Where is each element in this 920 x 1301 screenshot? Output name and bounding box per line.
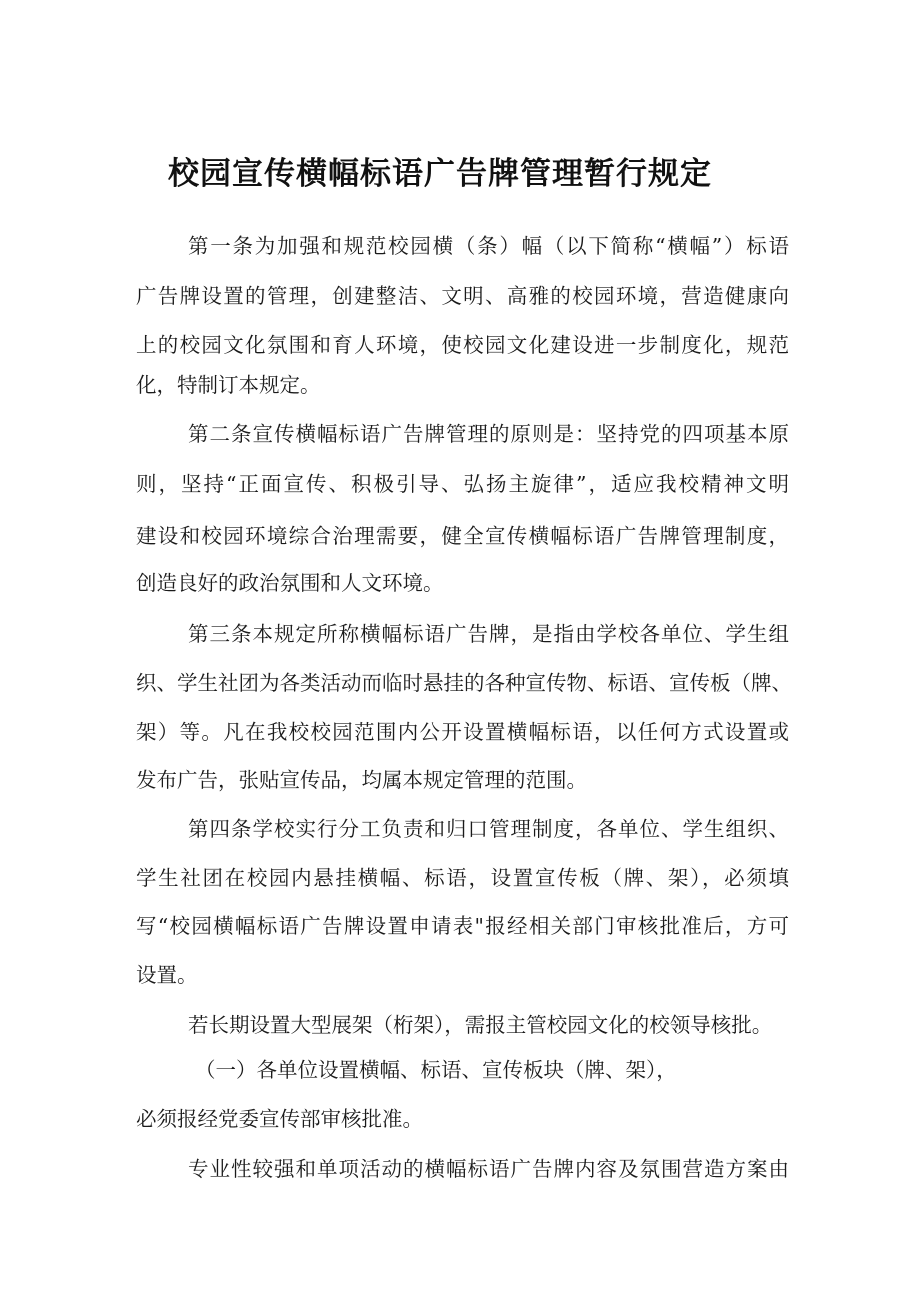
paragraph-line: 化，特制订本规定。 [136, 373, 321, 397]
paragraph-line: 织、学生社团为各类活动而临时悬挂的各种宣传物、标语、宣传板（牌、 [136, 671, 792, 695]
paragraph-line: 若长期设置大型展架（桁架），需报主管校园文化的校领导核批。 [188, 1013, 773, 1037]
paragraph-line: 写“校园横幅标语广告牌设置申请表"报经相关部门审核批准后，方可 [136, 914, 789, 938]
paragraph-line: 发布广告，张贴宣传品，均属本规定管理的范围。 [136, 768, 587, 792]
paragraph-line: 第二条宣传横幅标语广告牌管理的原则是：坚持党的四项基本原 [188, 422, 789, 446]
paragraph-line: 设置。 [136, 963, 198, 987]
paragraph-line: 建设和校园环境综合治理需要，健全宣传横幅标语广告牌管理制度， [136, 524, 789, 548]
paragraph-line: 专业性较强和单项活动的横幅标语广告牌内容及氛围营造方案由 [188, 1157, 789, 1181]
paragraph-line: 第一条为加强和规范校园横（条）幅（以下简称“横幅”）标语 [188, 234, 789, 258]
paragraph-line: 第四条学校实行分工负责和归口管理制度，各单位、学生组织、 [188, 817, 789, 841]
paragraph-line: 学生社团在校园内悬挂横幅、标语，设置宣传板（牌、架），必须填 [136, 866, 789, 890]
paragraph-line: 广告牌设置的管理，创建整洁、文明、高雅的校园环境，营造健康向 [136, 284, 789, 308]
paragraph-line: 架）等。凡在我校校园范围内公开设置横幅标语，以任何方式设置或 [136, 720, 789, 744]
paragraph-line: 必须报经党委宣传部审核批准。 [136, 1107, 423, 1131]
paragraph-line: （一）各单位设置横幅、标语、宣传板块（牌、架）， [195, 1058, 677, 1082]
paragraph-line: 第三条本规定所称横幅标语广告牌，是指由学校各单位、学生组 [188, 622, 789, 646]
paragraph-line: 上的校园文化氛围和育人环境，使校园文化建设进一步制度化，规范 [136, 333, 789, 357]
paragraph-line: 则，坚持“正面宣传、积极引导、弘扬主旋律”，适应我校精神文明 [136, 472, 789, 496]
paragraph-line: 创造良好的政治氛围和人文环境。 [136, 571, 444, 595]
document-title: 校园宣传横幅标语广告牌管理暂行规定 [168, 156, 712, 192]
